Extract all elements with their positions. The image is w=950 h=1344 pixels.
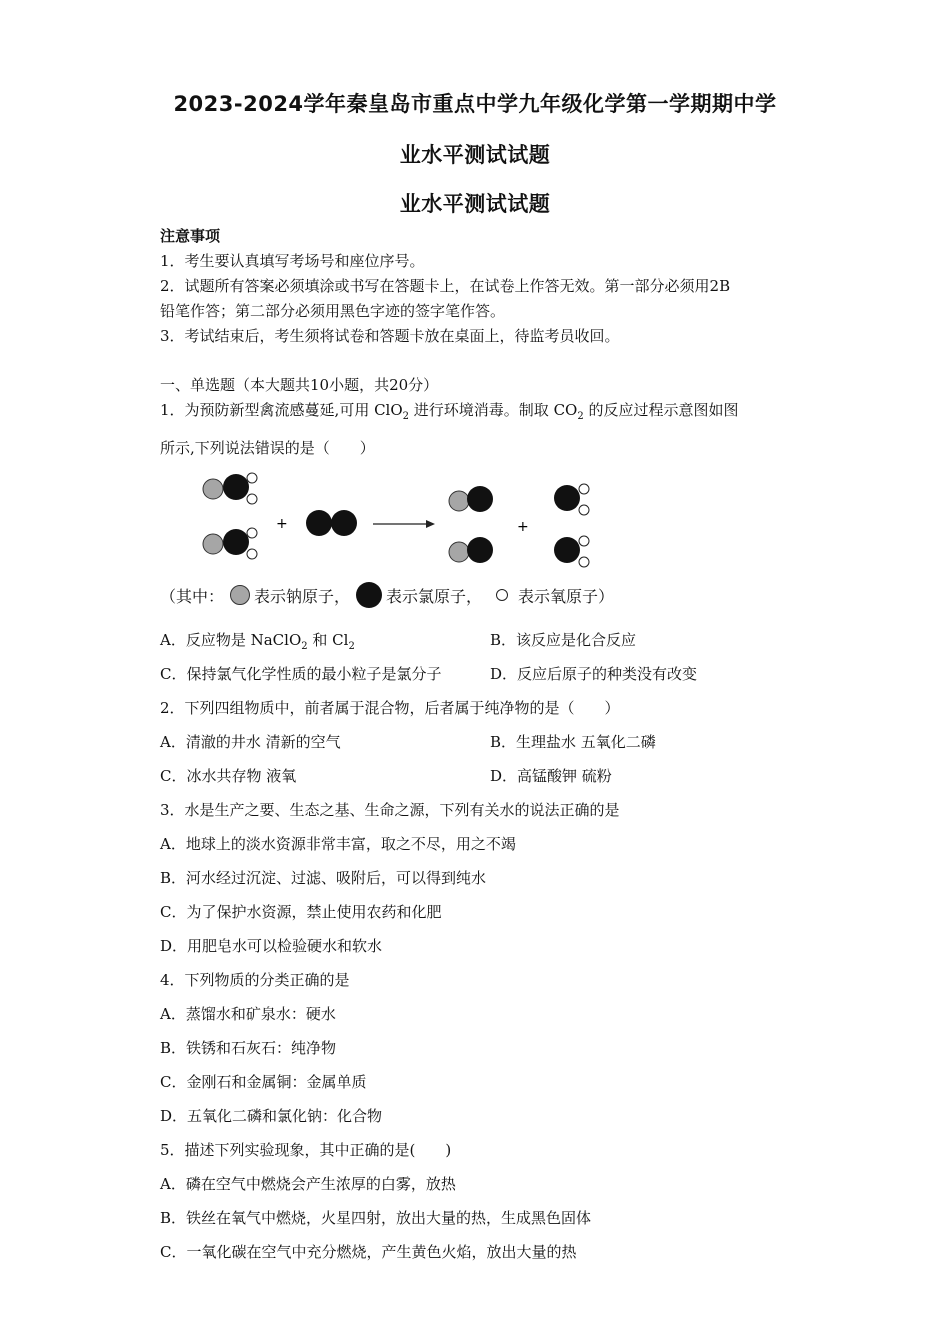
reaction-arrow: [373, 520, 435, 528]
sodium-atom-icon: [230, 585, 250, 605]
q2-option-d: D．高锰酸钾 硫粉: [490, 767, 612, 785]
notice-item-3: 3．考试结束后，考生须将试卷和答题卡放在桌面上，待监考员收回。: [160, 327, 620, 345]
q1-stem-part-c: 的反应过程示意图如图: [583, 401, 739, 419]
naclo2-molecule-2: [203, 528, 257, 559]
clo2-molecule-1: [554, 484, 589, 515]
q1-stem-part-b: 进行环境消毒。制取 CO: [409, 401, 578, 419]
q5-stem: 5．描述下列实验现象，其中正确的是( ): [160, 1141, 452, 1159]
diagram-legend: [160, 582, 614, 608]
q5-option-b: B．铁丝在氧气中燃烧，火星四射，放出大量的热，生成黑色固体: [160, 1209, 592, 1227]
notice-heading: 注意事项: [160, 227, 221, 245]
notice-item-1: 1．考生要认真填写考场号和座位序号。: [160, 252, 425, 270]
chlorine-atom-icon: [356, 582, 382, 608]
q4-option-d: D．五氧化二磷和氯化钠：化合物: [160, 1107, 383, 1125]
q1-option-a-part-a: A．反应物是 NaClO: [160, 631, 302, 649]
q1-option-d: D．反应后原子的种类没有改变: [490, 665, 698, 683]
q2-option-c: C．冰水共存物 液氧: [160, 767, 297, 785]
page-title-line1: 2023-2024学年秦皇岛市重点中学九年级化学第一学期期中学: [173, 92, 777, 116]
plus-sign-1: +: [276, 516, 288, 532]
q1-option-c: C．保持氯气化学性质的最小粒子是氯分子: [160, 665, 442, 683]
nacl-molecule-1: [449, 486, 493, 512]
q1-stem-sub-2: 2: [577, 411, 584, 422]
q4-option-b: B．铁锈和石灰石：纯净物: [160, 1039, 337, 1057]
notice-item-2-cont: 铅笔作答；第二部分必须用黑色字迹的签字笔作答。: [160, 302, 506, 320]
q1-option-a-part-b: 和 Cl: [307, 631, 349, 649]
legend-open: （其中：: [160, 586, 225, 606]
q4-option-a: A．蒸馏水和矿泉水：硬水: [160, 1005, 336, 1023]
q1-option-a-sub-2: 2: [348, 641, 355, 652]
q2-option-b: B．生理盐水 五氧化二磷: [490, 733, 656, 751]
q3-option-a: A．地球上的淡水资源非常丰富，取之不尽，用之不竭: [160, 835, 516, 853]
q1-stem-sub-1: 2: [402, 411, 410, 422]
q3-option-c: C．为了保护水资源，禁止使用农药和化肥: [160, 903, 442, 921]
nacl-molecule-2: [449, 537, 493, 563]
legend-chlorine: 表示氯原子，: [386, 586, 483, 606]
page-title-line3: 业水平测试试题: [399, 192, 551, 216]
cl2-molecule: [306, 510, 357, 536]
q1-option-a: [160, 630, 355, 657]
naclo2-molecule-1: [203, 473, 257, 504]
notice-item-2: 2．试题所有答案必须填涂或书写在答题卡上，在试卷上作答无效。第一部分必须用2B: [160, 277, 731, 295]
q5-option-c: C．一氧化碳在空气中充分燃烧，产生黄色火焰，放出大量的热: [160, 1243, 577, 1261]
q1-stem-part-a: 1．为预防新型禽流感蔓延,可用 ClO: [160, 401, 403, 419]
clo2-molecule-2: [554, 536, 589, 567]
q4-option-c: C．金刚石和金属铜：金属单质: [160, 1073, 367, 1091]
q1-option-a-sub-1: 2: [301, 641, 308, 652]
q2-option-a: A．清澈的井水 清新的空气: [160, 733, 341, 751]
q3-option-b: B．河水经过沉淀、过滤、吸附后，可以得到纯水: [160, 869, 487, 887]
q1-stem-line2: 所示,下列说法错误的是（ ）: [160, 439, 375, 457]
q1-option-b: B．该反应是化合反应: [490, 631, 637, 649]
q3-option-d: D．用肥皂水可以检验硬水和软水: [160, 937, 383, 955]
reaction-diagram: [195, 470, 615, 570]
plus-sign-2: +: [517, 519, 529, 535]
q3-stem: 3．水是生产之要、生态之基、生命之源，下列有关水的说法正确的是: [160, 801, 620, 819]
page-title-line2: 业水平测试试题: [399, 143, 551, 167]
legend-sodium: 表示钠原子，: [254, 586, 351, 606]
section-heading: 一、单选题（本大题共10小题，共20分）: [160, 376, 439, 394]
q4-stem: 4．下列物质的分类正确的是: [160, 971, 350, 989]
q2-stem: 2．下列四组物质中，前者属于混合物，后者属于纯净物的是（ ）: [160, 699, 620, 717]
q5-option-a: A．磷在空气中燃烧会产生浓厚的白雾，放热: [160, 1175, 456, 1193]
oxygen-atom-icon: [496, 589, 508, 601]
legend-oxygen: 表示氧原子）: [518, 586, 615, 606]
q1-stem: [160, 400, 739, 427]
